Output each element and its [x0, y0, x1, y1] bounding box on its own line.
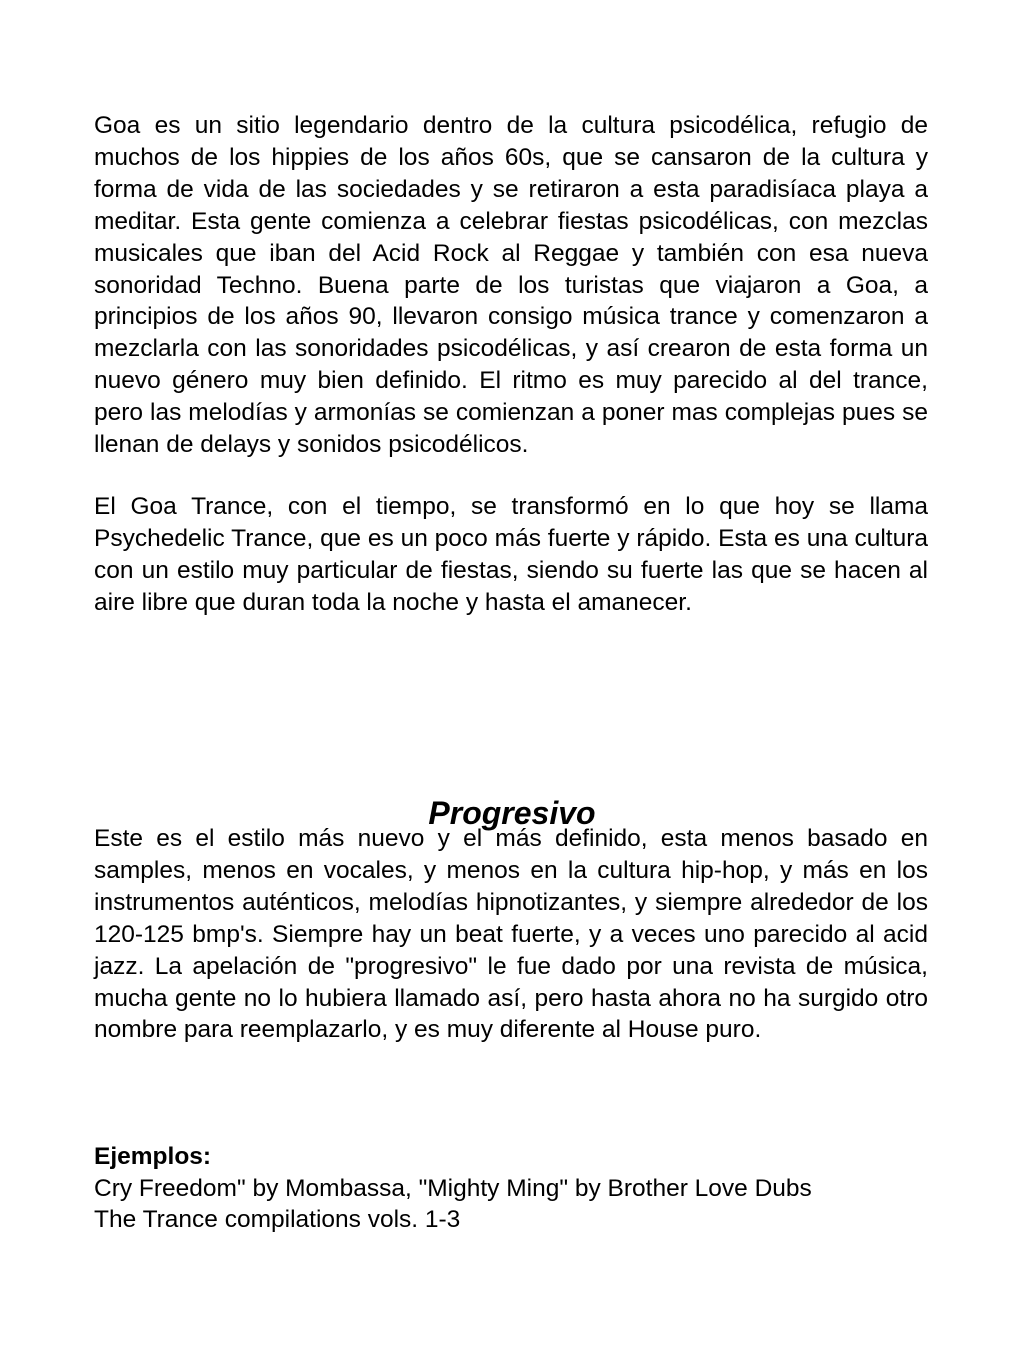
intro-paragraph-goa: Goa es un sitio legendario dentro de la cultura psicodélica, refugio de muchos de los hippies de los años 60s, que se cansaron de la cultura y forma de vida de las sociedades y se retiraron a esta paradisíaca playa a meditar. Esta gente comienza a celebrar fiestas psicodélicas, con mezclas musicales que iban del Acid Rock al Reggae y también con esa nueva sonoridad Techno. Buena parte de los turistas que viajaron a Goa, a principios de los años 90, llevaron consigo música trance y comenzaron a mezclarla con las sonoridades psicodélicas, y así crearon de esta forma un nuevo género muy bien definido. El ritmo es muy parecido al del trance, pero las melodías y armonías se comienzan a poner mas complejas pues se llenan de delays y sonidos psicodélicos.	[94, 112, 928, 459]
example-line: Cry Freedom" by Mombassa, "Mighty Ming" by Brother Love Dubs	[94, 1174, 812, 1202]
example-line: The Trance compilations vols. 1-3	[94, 1206, 461, 1233]
section-paragraph-progresivo: Este es el estilo más nuevo y el más definido, esta menos basado en samples, menos en vocales, y menos en la cultura hip-hop, y más en los instrumentos auténticos, melodías hipnotizantes, y siempre alrededor de los 120-125 bmp's. Siempre hay un beat fuerte, y a veces uno parecido al acid jazz. La apelación de "progresivo" le fue dado por una revista de música, mucha gente no lo hubiera llamado así, pero hasta ahora no ha surgido otro nombre para reemplazarlo, y es muy diferente al House puro.	[94, 825, 928, 1044]
examples-heading: Ejemplos:	[94, 1143, 212, 1170]
intro-paragraph-psychedelic-trance: El Goa Trance, con el tiempo, se transformó en lo que hoy se llama Psychedelic Trance, que es un poco más fuerte y rápido. Esta es una cultura con un estilo muy particular de fiestas, siendo su fuerte las que se hacen al aire libre que duran toda la noche y hasta el amanecer.	[94, 493, 928, 616]
examples-block	[94, 1141, 928, 1236]
section-title-progresivo: Progresivo	[428, 795, 596, 831]
